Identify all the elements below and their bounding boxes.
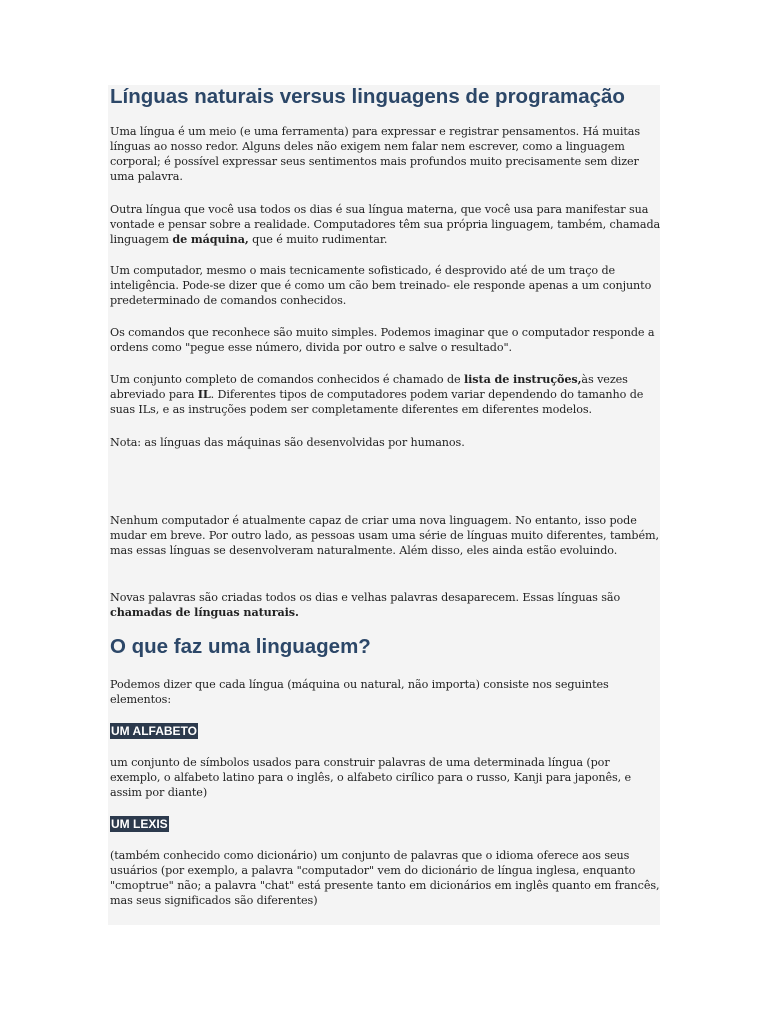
paragraph-5-bold-il: IL xyxy=(197,387,211,401)
paragraph-8-text-a: Novas palavras são criadas todos os dias e velhas palavras desaparecem. Essas línguas são xyxy=(110,591,621,604)
paragraph-9: Podemos dizer que cada língua (máquina ou natural, não importa) consiste nos seguintes elementos: xyxy=(110,678,609,706)
paragraph-2 xyxy=(110,202,662,247)
paragraph-note: Nota: as línguas das máquinas são desenvolvidas por humanos. xyxy=(110,436,465,449)
label-lexis: UM LEXIS xyxy=(111,817,168,831)
paragraph-1: Uma língua é um meio (e uma ferramenta) para expressar e registrar pensamentos. Há muitas línguas ao nosso redor. Alguns deles não exigem nem falar nem escrever, como a linguagem corporal; é possível expressar seus sentimentos mais profundos muito precisamente sem dizer uma palavra. xyxy=(110,125,640,183)
paragraph-2-bold: de máquina, xyxy=(172,232,249,246)
section-heading: O que faz uma linguagem? xyxy=(110,635,371,658)
paragraph-3: Um computador, mesmo o mais tecnicamente sofisticado, é desprovido até de um traço de inteligência. Pode-se dizer que é como um cão bem treinado- ele responde apenas a um conjunto predeterminado de comandos conhecidos. xyxy=(110,264,652,307)
document-title: Línguas naturais versus linguagens de programação xyxy=(110,85,625,108)
paragraph-5-text-a: Um conjunto completo de comandos conhecidos é chamado de xyxy=(110,373,464,386)
paragraph-10: um conjunto de símbolos usados para construir palavras de uma determinada língua (por exemplo, o alfabeto latino para o inglês, o alfabeto cirílico para o russo, Kanji para japonês, e assim por diante) xyxy=(110,756,632,799)
document-page xyxy=(108,85,660,925)
paragraph-11: (também conhecido como dicionário) um conjunto de palavras que o idioma oferece aos seus usuários (por exemplo, a palavra "computador" vem do dicionário de língua inglesa, enquanto "cmoptrue" não; a palavra "chat" está presente tanto em dicionários em inglês quanto em francês, mas seus significados são diferentes) xyxy=(110,849,660,907)
paragraph-2-text-c: que é muito rudimentar. xyxy=(248,233,388,246)
paragraph-5-bold-instructions: lista de instruções, xyxy=(464,372,582,386)
paragraph-2-text-a: Outra língua que você usa todos os dias é sua língua materna, que você usa para manifestar sua vontade e pensar sobre a realidade. Computadores têm sua própria linguagem, também, chamada linguagem xyxy=(110,203,661,246)
paragraph-5 xyxy=(110,372,662,417)
paragraph-8-bold: chamadas de línguas naturais. xyxy=(110,605,299,619)
paragraph-8 xyxy=(110,590,662,620)
paragraph-7: Nenhum computador é atualmente capaz de criar uma nova linguagem. No entanto, isso pode mudar em breve. Por outro lado, as pessoas usam uma série de línguas muito diferentes, também, mas essas línguas se desenvolveram naturalmente. Além disso, eles ainda estão evoluindo. xyxy=(110,514,659,557)
label-alphabet: UM ALFABETO xyxy=(111,724,197,738)
paragraph-5-text-e: . Diferentes tipos de computadores podem variar dependendo do tamanho de suas ILs, e as instruções podem ser completamente diferentes em diferentes modelos. xyxy=(110,388,644,416)
paragraph-4: Os comandos que reconhece são muito simples. Podemos imaginar que o computador responde a ordens como "pegue esse número, divida por outro e salve o resultado". xyxy=(110,326,655,354)
paragraph-5-text-c: às vezes abreviado para xyxy=(110,373,628,401)
